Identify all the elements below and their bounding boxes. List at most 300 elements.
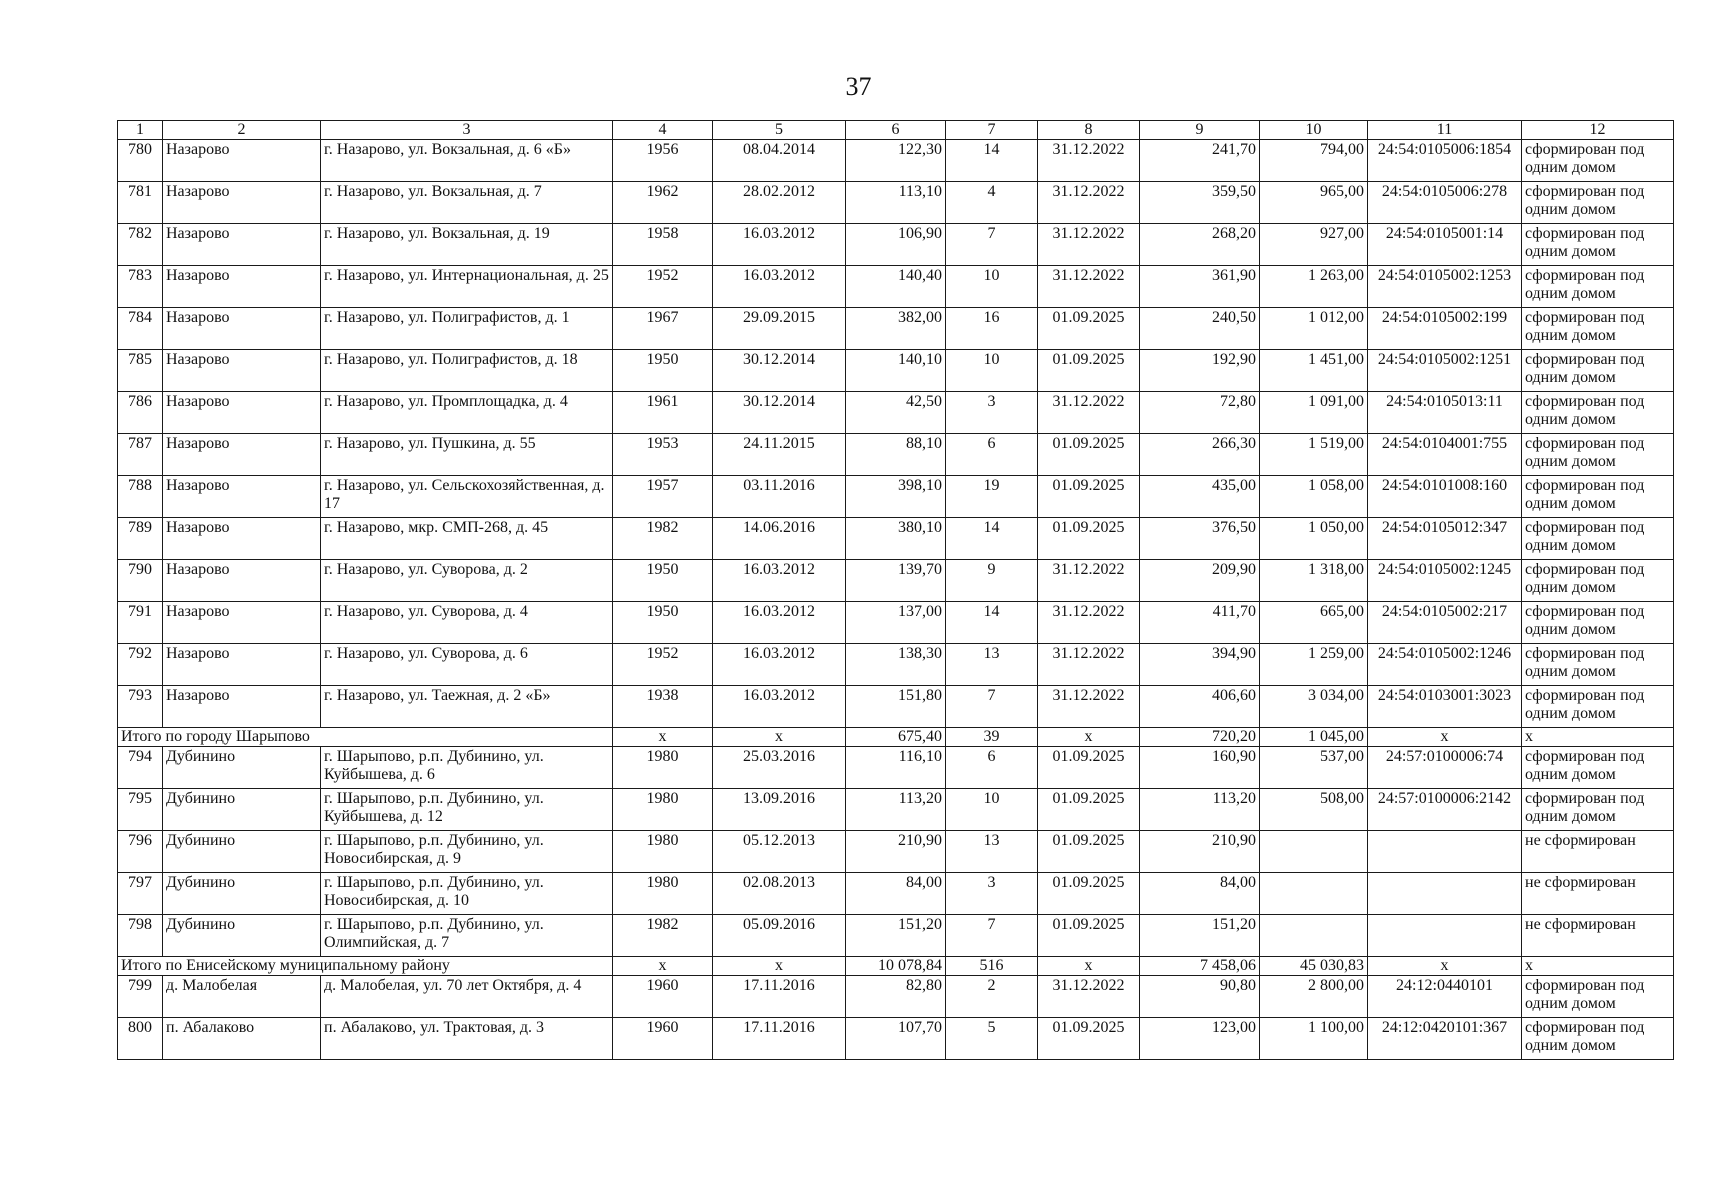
address-cell: г. Назарово, ул. Сельскохозяйственная, д. 17 bbox=[321, 476, 613, 518]
area-cell: 151,20 bbox=[846, 915, 946, 957]
deadline-cell: 01.09.2025 bbox=[1038, 873, 1140, 915]
settlement-cell: Назарово bbox=[163, 224, 321, 266]
area-cell: 122,30 bbox=[846, 140, 946, 182]
area-col9-cell: 210,90 bbox=[1140, 831, 1260, 873]
year-built-cell: 1961 bbox=[613, 392, 713, 434]
row-number-cell: 781 bbox=[118, 182, 163, 224]
table-row bbox=[118, 602, 1674, 644]
cadastral-number-cell: 24:54:0105006:278 bbox=[1368, 182, 1522, 224]
area-cell: 139,70 bbox=[846, 560, 946, 602]
address-cell: г. Назарово, ул. Суворова, д. 6 bbox=[321, 644, 613, 686]
area-col9-cell: 84,00 bbox=[1140, 873, 1260, 915]
settlement-cell: Назарово bbox=[163, 602, 321, 644]
column-number: 2 bbox=[163, 121, 321, 140]
area-col9-cell: 376,50 bbox=[1140, 518, 1260, 560]
area-col9-cell: 113,20 bbox=[1140, 789, 1260, 831]
land-status-cell: сформирован под одним домом bbox=[1522, 976, 1674, 1018]
year-built-cell: 1962 bbox=[613, 182, 713, 224]
row-number-cell: 789 bbox=[118, 518, 163, 560]
settlement-cell: Назарово bbox=[163, 140, 321, 182]
table-row bbox=[118, 434, 1674, 476]
address-cell: д. Малобелая, ул. 70 лет Октября, д. 4 bbox=[321, 976, 613, 1018]
table-row bbox=[118, 392, 1674, 434]
settlement-cell: Дубинино bbox=[163, 789, 321, 831]
area-col9-cell: 406,60 bbox=[1140, 686, 1260, 728]
total-year-cell: х bbox=[613, 957, 713, 976]
table-row bbox=[118, 476, 1674, 518]
land-area-cell: 1 318,00 bbox=[1260, 560, 1368, 602]
residents-cell: 3 bbox=[946, 873, 1038, 915]
total-area-cell: 10 078,84 bbox=[846, 957, 946, 976]
area-col9-cell: 160,90 bbox=[1140, 747, 1260, 789]
column-number: 6 bbox=[846, 121, 946, 140]
row-number-cell: 795 bbox=[118, 789, 163, 831]
row-number-cell: 799 bbox=[118, 976, 163, 1018]
area-cell: 380,10 bbox=[846, 518, 946, 560]
land-status-cell: не сформирован bbox=[1522, 873, 1674, 915]
settlement-cell: Назарово bbox=[163, 560, 321, 602]
row-number-cell: 790 bbox=[118, 560, 163, 602]
year-built-cell: 1950 bbox=[613, 350, 713, 392]
land-status-cell: сформирован под одним домом bbox=[1522, 434, 1674, 476]
deadline-cell: 01.09.2025 bbox=[1038, 747, 1140, 789]
area-col9-cell: 151,20 bbox=[1140, 915, 1260, 957]
area-cell: 398,10 bbox=[846, 476, 946, 518]
land-area-cell: 537,00 bbox=[1260, 747, 1368, 789]
settlement-cell: Назарово bbox=[163, 686, 321, 728]
survey-date-cell: 16.03.2012 bbox=[713, 266, 846, 308]
row-number-cell: 784 bbox=[118, 308, 163, 350]
area-col9-cell: 240,50 bbox=[1140, 308, 1260, 350]
deadline-cell: 01.09.2025 bbox=[1038, 518, 1140, 560]
cadastral-number-cell: 24:54:0105002:217 bbox=[1368, 602, 1522, 644]
cadastral-number-cell: 24:54:0105002:1246 bbox=[1368, 644, 1522, 686]
cadastral-number-cell: 24:12:0440101 bbox=[1368, 976, 1522, 1018]
address-cell: г. Шарыпово, р.п. Дубинино, ул. Куйбышева, д. 6 bbox=[321, 747, 613, 789]
land-status-cell: сформирован под одним домом bbox=[1522, 686, 1674, 728]
table-row bbox=[118, 644, 1674, 686]
total-col10-cell: 1 045,00 bbox=[1260, 728, 1368, 747]
total-deadline-cell: х bbox=[1038, 957, 1140, 976]
column-number: 11 bbox=[1368, 121, 1522, 140]
land-area-cell bbox=[1260, 831, 1368, 873]
residents-cell: 14 bbox=[946, 518, 1038, 560]
address-cell: г. Назарово, ул. Таежная, д. 2 «Б» bbox=[321, 686, 613, 728]
row-number-cell: 785 bbox=[118, 350, 163, 392]
table-row bbox=[118, 873, 1674, 915]
survey-date-cell: 05.12.2013 bbox=[713, 831, 846, 873]
settlement-cell: Дубинино bbox=[163, 915, 321, 957]
area-col9-cell: 411,70 bbox=[1140, 602, 1260, 644]
land-status-cell: сформирован под одним домом bbox=[1522, 476, 1674, 518]
subtotal-label: Итого по Енисейскому муниципальному району bbox=[118, 957, 613, 976]
deadline-cell: 31.12.2022 bbox=[1038, 560, 1140, 602]
year-built-cell: 1950 bbox=[613, 602, 713, 644]
land-status-cell: сформирован под одним домом bbox=[1522, 789, 1674, 831]
land-status-cell: сформирован под одним домом bbox=[1522, 182, 1674, 224]
residents-cell: 5 bbox=[946, 1018, 1038, 1060]
column-number: 3 bbox=[321, 121, 613, 140]
survey-date-cell: 14.06.2016 bbox=[713, 518, 846, 560]
address-cell: г. Назарово, ул. Полиграфистов, д. 1 bbox=[321, 308, 613, 350]
settlement-cell: Назарово bbox=[163, 644, 321, 686]
settlement-cell: Дубинино bbox=[163, 873, 321, 915]
residents-cell: 7 bbox=[946, 224, 1038, 266]
table-row bbox=[118, 915, 1674, 957]
area-col9-cell: 394,90 bbox=[1140, 644, 1260, 686]
residents-cell: 2 bbox=[946, 976, 1038, 1018]
year-built-cell: 1952 bbox=[613, 644, 713, 686]
cadastral-number-cell: 24:54:0105002:1245 bbox=[1368, 560, 1522, 602]
land-area-cell: 965,00 bbox=[1260, 182, 1368, 224]
residents-cell: 7 bbox=[946, 686, 1038, 728]
survey-date-cell: 08.04.2014 bbox=[713, 140, 846, 182]
year-built-cell: 1980 bbox=[613, 873, 713, 915]
table-row bbox=[118, 976, 1674, 1018]
residents-cell: 6 bbox=[946, 434, 1038, 476]
survey-date-cell: 16.03.2012 bbox=[713, 686, 846, 728]
subtotal-label: Итого по городу Шарыпово bbox=[118, 728, 613, 747]
survey-date-cell: 24.11.2015 bbox=[713, 434, 846, 476]
housing-register-table bbox=[117, 120, 1674, 1060]
year-built-cell: 1950 bbox=[613, 560, 713, 602]
area-col9-cell: 72,80 bbox=[1140, 392, 1260, 434]
cadastral-number-cell: 24:54:0103001:3023 bbox=[1368, 686, 1522, 728]
land-area-cell: 2 800,00 bbox=[1260, 976, 1368, 1018]
deadline-cell: 01.09.2025 bbox=[1038, 476, 1140, 518]
land-status-cell: сформирован под одним домом bbox=[1522, 518, 1674, 560]
subtotal-row bbox=[118, 957, 1674, 976]
row-number-cell: 793 bbox=[118, 686, 163, 728]
land-area-cell: 1 050,00 bbox=[1260, 518, 1368, 560]
row-number-cell: 800 bbox=[118, 1018, 163, 1060]
address-cell: г. Назарово, ул. Вокзальная, д. 7 bbox=[321, 182, 613, 224]
address-cell: г. Назарово, ул. Вокзальная, д. 19 bbox=[321, 224, 613, 266]
land-status-cell: сформирован под одним домом bbox=[1522, 644, 1674, 686]
residents-cell: 7 bbox=[946, 915, 1038, 957]
residents-cell: 10 bbox=[946, 266, 1038, 308]
area-col9-cell: 90,80 bbox=[1140, 976, 1260, 1018]
land-area-cell: 508,00 bbox=[1260, 789, 1368, 831]
land-area-cell: 1 263,00 bbox=[1260, 266, 1368, 308]
row-number-cell: 787 bbox=[118, 434, 163, 476]
total-col9-cell: 720,20 bbox=[1140, 728, 1260, 747]
column-number: 12 bbox=[1522, 121, 1674, 140]
survey-date-cell: 16.03.2012 bbox=[713, 644, 846, 686]
total-cadastral-cell: х bbox=[1368, 728, 1522, 747]
land-status-cell: сформирован под одним домом bbox=[1522, 350, 1674, 392]
residents-cell: 13 bbox=[946, 644, 1038, 686]
total-year-cell: х bbox=[613, 728, 713, 747]
land-status-cell: сформирован под одним домом bbox=[1522, 224, 1674, 266]
table-row bbox=[118, 182, 1674, 224]
row-number-cell: 786 bbox=[118, 392, 163, 434]
row-number-cell: 796 bbox=[118, 831, 163, 873]
land-status-cell: сформирован под одним домом bbox=[1522, 392, 1674, 434]
cadastral-number-cell: 24:54:0105002:1251 bbox=[1368, 350, 1522, 392]
table-row bbox=[118, 747, 1674, 789]
deadline-cell: 01.09.2025 bbox=[1038, 831, 1140, 873]
settlement-cell: Назарово bbox=[163, 350, 321, 392]
survey-date-cell: 17.11.2016 bbox=[713, 1018, 846, 1060]
address-cell: г. Шарыпово, р.п. Дубинино, ул. Куйбышева, д. 12 bbox=[321, 789, 613, 831]
row-number-cell: 783 bbox=[118, 266, 163, 308]
deadline-cell: 31.12.2022 bbox=[1038, 686, 1140, 728]
residents-cell: 9 bbox=[946, 560, 1038, 602]
land-area-cell: 1 058,00 bbox=[1260, 476, 1368, 518]
total-date-cell: х bbox=[713, 728, 846, 747]
row-number-cell: 794 bbox=[118, 747, 163, 789]
page-number: 37 bbox=[845, 72, 872, 101]
year-built-cell: 1982 bbox=[613, 518, 713, 560]
table-row bbox=[118, 831, 1674, 873]
total-col10-cell: 45 030,83 bbox=[1260, 957, 1368, 976]
table-row bbox=[118, 224, 1674, 266]
deadline-cell: 01.09.2025 bbox=[1038, 789, 1140, 831]
total-cadastral-cell: х bbox=[1368, 957, 1522, 976]
residents-cell: 14 bbox=[946, 140, 1038, 182]
year-built-cell: 1960 bbox=[613, 1018, 713, 1060]
column-number: 10 bbox=[1260, 121, 1368, 140]
cadastral-number-cell: 24:54:0105012:347 bbox=[1368, 518, 1522, 560]
area-cell: 84,00 bbox=[846, 873, 946, 915]
land-status-cell: сформирован под одним домом bbox=[1522, 747, 1674, 789]
year-built-cell: 1956 bbox=[613, 140, 713, 182]
deadline-cell: 31.12.2022 bbox=[1038, 644, 1140, 686]
area-col9-cell: 361,90 bbox=[1140, 266, 1260, 308]
address-cell: г. Назарово, ул. Вокзальная, д. 6 «Б» bbox=[321, 140, 613, 182]
survey-date-cell: 30.12.2014 bbox=[713, 392, 846, 434]
area-cell: 88,10 bbox=[846, 434, 946, 476]
year-built-cell: 1960 bbox=[613, 976, 713, 1018]
column-number: 4 bbox=[613, 121, 713, 140]
area-cell: 113,20 bbox=[846, 789, 946, 831]
settlement-cell: Дубинино bbox=[163, 831, 321, 873]
address-cell: г. Назарово, ул. Полиграфистов, д. 18 bbox=[321, 350, 613, 392]
cadastral-number-cell bbox=[1368, 831, 1522, 873]
area-col9-cell: 266,30 bbox=[1140, 434, 1260, 476]
settlement-cell: Назарово bbox=[163, 308, 321, 350]
area-col9-cell: 192,90 bbox=[1140, 350, 1260, 392]
settlement-cell: Назарово bbox=[163, 182, 321, 224]
table-row bbox=[118, 140, 1674, 182]
land-area-cell: 1 012,00 bbox=[1260, 308, 1368, 350]
land-area-cell: 3 034,00 bbox=[1260, 686, 1368, 728]
column-number: 9 bbox=[1140, 121, 1260, 140]
land-status-cell: сформирован под одним домом bbox=[1522, 560, 1674, 602]
table-row bbox=[118, 686, 1674, 728]
land-status-cell: сформирован под одним домом bbox=[1522, 308, 1674, 350]
address-cell: г. Назарово, ул. Промплощадка, д. 4 bbox=[321, 392, 613, 434]
land-area-cell bbox=[1260, 915, 1368, 957]
land-area-cell: 1 091,00 bbox=[1260, 392, 1368, 434]
total-status-cell: х bbox=[1522, 728, 1674, 747]
table-row bbox=[118, 518, 1674, 560]
column-number: 1 bbox=[118, 121, 163, 140]
deadline-cell: 31.12.2022 bbox=[1038, 182, 1140, 224]
row-number-cell: 788 bbox=[118, 476, 163, 518]
residents-cell: 10 bbox=[946, 350, 1038, 392]
deadline-cell: 01.09.2025 bbox=[1038, 434, 1140, 476]
address-cell: г. Назарово, ул. Суворова, д. 4 bbox=[321, 602, 613, 644]
area-col9-cell: 268,20 bbox=[1140, 224, 1260, 266]
land-area-cell: 794,00 bbox=[1260, 140, 1368, 182]
land-status-cell: сформирован под одним домом bbox=[1522, 140, 1674, 182]
land-area-cell: 665,00 bbox=[1260, 602, 1368, 644]
year-built-cell: 1982 bbox=[613, 915, 713, 957]
cadastral-number-cell: 24:54:0104001:755 bbox=[1368, 434, 1522, 476]
deadline-cell: 01.09.2025 bbox=[1038, 308, 1140, 350]
row-number-cell: 780 bbox=[118, 140, 163, 182]
total-deadline-cell: х bbox=[1038, 728, 1140, 747]
area-col9-cell: 123,00 bbox=[1140, 1018, 1260, 1060]
land-area-cell: 1 100,00 bbox=[1260, 1018, 1368, 1060]
settlement-cell: Назарово bbox=[163, 392, 321, 434]
row-number-cell: 797 bbox=[118, 873, 163, 915]
total-residents-cell: 516 bbox=[946, 957, 1038, 976]
address-cell: г. Назарово, ул. Интернациональная, д. 25 bbox=[321, 266, 613, 308]
address-cell: г. Шарыпово, р.п. Дубинино, ул. Олимпийская, д. 7 bbox=[321, 915, 613, 957]
land-area-cell: 1 259,00 bbox=[1260, 644, 1368, 686]
cadastral-number-cell: 24:54:0105013:11 bbox=[1368, 392, 1522, 434]
column-number: 7 bbox=[946, 121, 1038, 140]
survey-date-cell: 16.03.2012 bbox=[713, 602, 846, 644]
survey-date-cell: 28.02.2012 bbox=[713, 182, 846, 224]
year-built-cell: 1938 bbox=[613, 686, 713, 728]
cadastral-number-cell bbox=[1368, 873, 1522, 915]
survey-date-cell: 17.11.2016 bbox=[713, 976, 846, 1018]
residents-cell: 4 bbox=[946, 182, 1038, 224]
column-number: 5 bbox=[713, 121, 846, 140]
cadastral-number-cell: 24:12:0420101:367 bbox=[1368, 1018, 1522, 1060]
row-number-cell: 798 bbox=[118, 915, 163, 957]
area-cell: 107,70 bbox=[846, 1018, 946, 1060]
table-row bbox=[118, 350, 1674, 392]
year-built-cell: 1953 bbox=[613, 434, 713, 476]
area-cell: 138,30 bbox=[846, 644, 946, 686]
settlement-cell: Назарово bbox=[163, 266, 321, 308]
row-number-cell: 791 bbox=[118, 602, 163, 644]
cadastral-number-cell: 24:54:0105001:14 bbox=[1368, 224, 1522, 266]
residents-cell: 13 bbox=[946, 831, 1038, 873]
year-built-cell: 1980 bbox=[613, 831, 713, 873]
address-cell: г. Шарыпово, р.п. Дубинино, ул. Новосибирская, д. 10 bbox=[321, 873, 613, 915]
deadline-cell: 01.09.2025 bbox=[1038, 1018, 1140, 1060]
deadline-cell: 31.12.2022 bbox=[1038, 266, 1140, 308]
settlement-cell: Назарово bbox=[163, 518, 321, 560]
cadastral-number-cell: 24:54:0105002:1253 bbox=[1368, 266, 1522, 308]
address-cell: п. Абалаково, ул. Трактовая, д. 3 bbox=[321, 1018, 613, 1060]
deadline-cell: 31.12.2022 bbox=[1038, 140, 1140, 182]
deadline-cell: 31.12.2022 bbox=[1038, 602, 1140, 644]
residents-cell: 19 bbox=[946, 476, 1038, 518]
area-col9-cell: 359,50 bbox=[1140, 182, 1260, 224]
area-cell: 140,40 bbox=[846, 266, 946, 308]
settlement-cell: д. Малобелая bbox=[163, 976, 321, 1018]
survey-date-cell: 16.03.2012 bbox=[713, 560, 846, 602]
residents-cell: 10 bbox=[946, 789, 1038, 831]
area-cell: 140,10 bbox=[846, 350, 946, 392]
land-area-cell bbox=[1260, 873, 1368, 915]
year-built-cell: 1957 bbox=[613, 476, 713, 518]
cadastral-number-cell: 24:54:0105002:199 bbox=[1368, 308, 1522, 350]
settlement-cell: Дубинино bbox=[163, 747, 321, 789]
survey-date-cell: 03.11.2016 bbox=[713, 476, 846, 518]
column-number: 8 bbox=[1038, 121, 1140, 140]
year-built-cell: 1980 bbox=[613, 789, 713, 831]
subtotal-row bbox=[118, 728, 1674, 747]
cadastral-number-cell bbox=[1368, 915, 1522, 957]
survey-date-cell: 30.12.2014 bbox=[713, 350, 846, 392]
table-row bbox=[118, 560, 1674, 602]
year-built-cell: 1980 bbox=[613, 747, 713, 789]
deadline-cell: 01.09.2025 bbox=[1038, 350, 1140, 392]
land-area-cell: 1 451,00 bbox=[1260, 350, 1368, 392]
residents-cell: 3 bbox=[946, 392, 1038, 434]
land-area-cell: 1 519,00 bbox=[1260, 434, 1368, 476]
address-cell: г. Шарыпово, р.п. Дубинино, ул. Новосибирская, д. 9 bbox=[321, 831, 613, 873]
table-row bbox=[118, 308, 1674, 350]
survey-date-cell: 05.09.2016 bbox=[713, 915, 846, 957]
deadline-cell: 31.12.2022 bbox=[1038, 224, 1140, 266]
land-status-cell: сформирован под одним домом bbox=[1522, 266, 1674, 308]
survey-date-cell: 16.03.2012 bbox=[713, 224, 846, 266]
address-cell: г. Назарово, ул. Суворова, д. 2 bbox=[321, 560, 613, 602]
area-col9-cell: 209,90 bbox=[1140, 560, 1260, 602]
survey-date-cell: 25.03.2016 bbox=[713, 747, 846, 789]
table-body bbox=[118, 121, 1674, 1060]
area-cell: 210,90 bbox=[846, 831, 946, 873]
survey-date-cell: 02.08.2013 bbox=[713, 873, 846, 915]
year-built-cell: 1967 bbox=[613, 308, 713, 350]
cadastral-number-cell: 24:57:0100006:74 bbox=[1368, 747, 1522, 789]
area-cell: 113,10 bbox=[846, 182, 946, 224]
residents-cell: 16 bbox=[946, 308, 1038, 350]
table-row bbox=[118, 1018, 1674, 1060]
deadline-cell: 31.12.2022 bbox=[1038, 392, 1140, 434]
total-date-cell: х bbox=[713, 957, 846, 976]
total-residents-cell: 39 bbox=[946, 728, 1038, 747]
area-cell: 137,00 bbox=[846, 602, 946, 644]
land-status-cell: сформирован под одним домом bbox=[1522, 602, 1674, 644]
total-area-cell: 675,40 bbox=[846, 728, 946, 747]
row-number-cell: 792 bbox=[118, 644, 163, 686]
table-row bbox=[118, 789, 1674, 831]
land-status-cell: не сформирован bbox=[1522, 915, 1674, 957]
survey-date-cell: 13.09.2016 bbox=[713, 789, 846, 831]
cadastral-number-cell: 24:57:0100006:2142 bbox=[1368, 789, 1522, 831]
settlement-cell: Назарово bbox=[163, 476, 321, 518]
survey-date-cell: 29.09.2015 bbox=[713, 308, 846, 350]
area-cell: 82,80 bbox=[846, 976, 946, 1018]
settlement-cell: Назарово bbox=[163, 434, 321, 476]
land-status-cell: не сформирован bbox=[1522, 831, 1674, 873]
address-cell: г. Назарово, ул. Пушкина, д. 55 bbox=[321, 434, 613, 476]
deadline-cell: 31.12.2022 bbox=[1038, 976, 1140, 1018]
area-cell: 106,90 bbox=[846, 224, 946, 266]
address-cell: г. Назарово, мкр. СМП-268, д. 45 bbox=[321, 518, 613, 560]
deadline-cell: 01.09.2025 bbox=[1038, 915, 1140, 957]
area-cell: 42,50 bbox=[846, 392, 946, 434]
area-cell: 382,00 bbox=[846, 308, 946, 350]
settlement-cell: п. Абалаково bbox=[163, 1018, 321, 1060]
row-number-cell: 782 bbox=[118, 224, 163, 266]
land-area-cell: 927,00 bbox=[1260, 224, 1368, 266]
year-built-cell: 1958 bbox=[613, 224, 713, 266]
area-col9-cell: 241,70 bbox=[1140, 140, 1260, 182]
total-status-cell: х bbox=[1522, 957, 1674, 976]
cadastral-number-cell: 24:54:0101008:160 bbox=[1368, 476, 1522, 518]
